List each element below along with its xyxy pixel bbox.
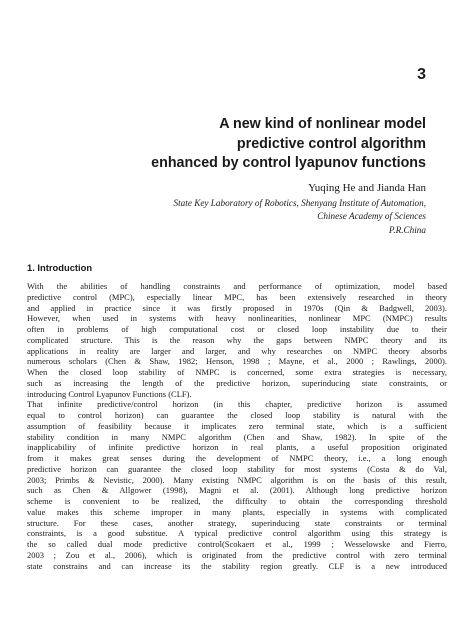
body-line: the so called dual mode predictive control(Scokaert et al., 1999 ; Wesselowske and Fierro, (27, 539, 447, 549)
affiliation-line: State Key Laboratory of Robotics, Shenyang Institute of Automation, (173, 198, 426, 208)
body-line: assumption of feasibility because it implicates zero terminal state, which is a sufficient (27, 420, 447, 431)
body-line: With the abilities of handling constraints and performance of optimization, model based (27, 281, 447, 291)
section-heading: 1. Introduction (27, 262, 93, 273)
body-line: inapplicability of infinite predictive horizon in real plants, a useful proposition originated (27, 442, 447, 453)
body-line: 2003; Primbs & Nevistic, 2000). Many existing NMPC algorithm is on the basis of this result, (27, 474, 447, 485)
body-line: predictive control (MPC), especially linear MPC, has been extensively researched in theory (27, 291, 447, 302)
title-line: A new kind of nonlinear model (219, 116, 426, 132)
body-line: equal to control horizon) can guarantee the closed loop stability is natural with the (27, 410, 447, 420)
body-line: numerous scholars (Chen & Shaw, 1982; Henson, 1998 ; Mayne, et al., 2000 ; Rawlings, 2000). (27, 356, 447, 367)
body-line: state constrains and can increase its the stability region greatly. CLF is a new introduced (27, 560, 447, 571)
body-line: and applied in practice since it was firstly proposed in 1970s (Qin & Badgwell, 2003). (27, 302, 447, 313)
body-line: 2003 ; Zou et al., 2006), which is originated from the predictive control with zero terminal (27, 549, 447, 560)
affiliation-line: Chinese Academy of Sciences (317, 211, 426, 222)
chapter-title (66, 115, 426, 174)
chapter-number: 3 (417, 66, 426, 83)
body-line: from it makes great senses during the development of NMPC theory, i.e., a long enough (27, 453, 447, 463)
body-line: stability condition in many NMPC algorithm (Chen and Shaw, 1982). In spite of the (27, 431, 447, 442)
title-line: predictive control algorithm (236, 135, 426, 152)
body-line: When the closed loop stability of NMPC is concerned, some extra strategies is necessary, (27, 367, 447, 377)
body-text (27, 281, 447, 571)
authors: Yuqing He and Jianda Han (308, 182, 426, 194)
body-line: structure. For these cases, another strategy, superinducing state constraints or terminal (27, 517, 447, 528)
body-line: predictive horizon can guarantee the closed loop stability for most systems (Costa & do Val, (27, 463, 447, 474)
body-line: That infinite predictive/control horizon (in this chapter, predictive horizon is assumed (27, 399, 447, 410)
body-line: However, when used in systems with heavy nonlinearities, nonlinear MPC (NMPC) results (27, 313, 447, 324)
body-line: introducing Control Lyapunov Functions (CLF). (27, 388, 192, 399)
body-line: value makes this scheme improper in many plants, especially in systems with complicated (27, 506, 447, 517)
body-line: constraints, is a good substitue. A typical predictive control algorithm using this strategy is (27, 528, 447, 539)
body-line: applications in reality are larger and larger, and why researches on NMPC theory absorbs (27, 345, 447, 356)
body-line: scheme is convenient to be realized, the difficulty to obtain the corresponding threshold (27, 496, 447, 506)
body-line: often in problems of high computational cost or closed loop instability due to their (27, 324, 447, 334)
title-line: enhanced by control lyapunov functions (151, 155, 426, 171)
body-line: such as Chen & Allgower (1998), Magni et al. (2001). Although long predictive horizon (27, 485, 447, 496)
affiliation-line: P.R.China (388, 224, 426, 235)
body-line: such as increasing the length of the predictive horizon, superinducing state constraints, or (27, 377, 447, 388)
body-line: complicated structure. This is the reason why the gaps between NMPC theory and its (27, 334, 447, 345)
affiliation (86, 197, 426, 237)
